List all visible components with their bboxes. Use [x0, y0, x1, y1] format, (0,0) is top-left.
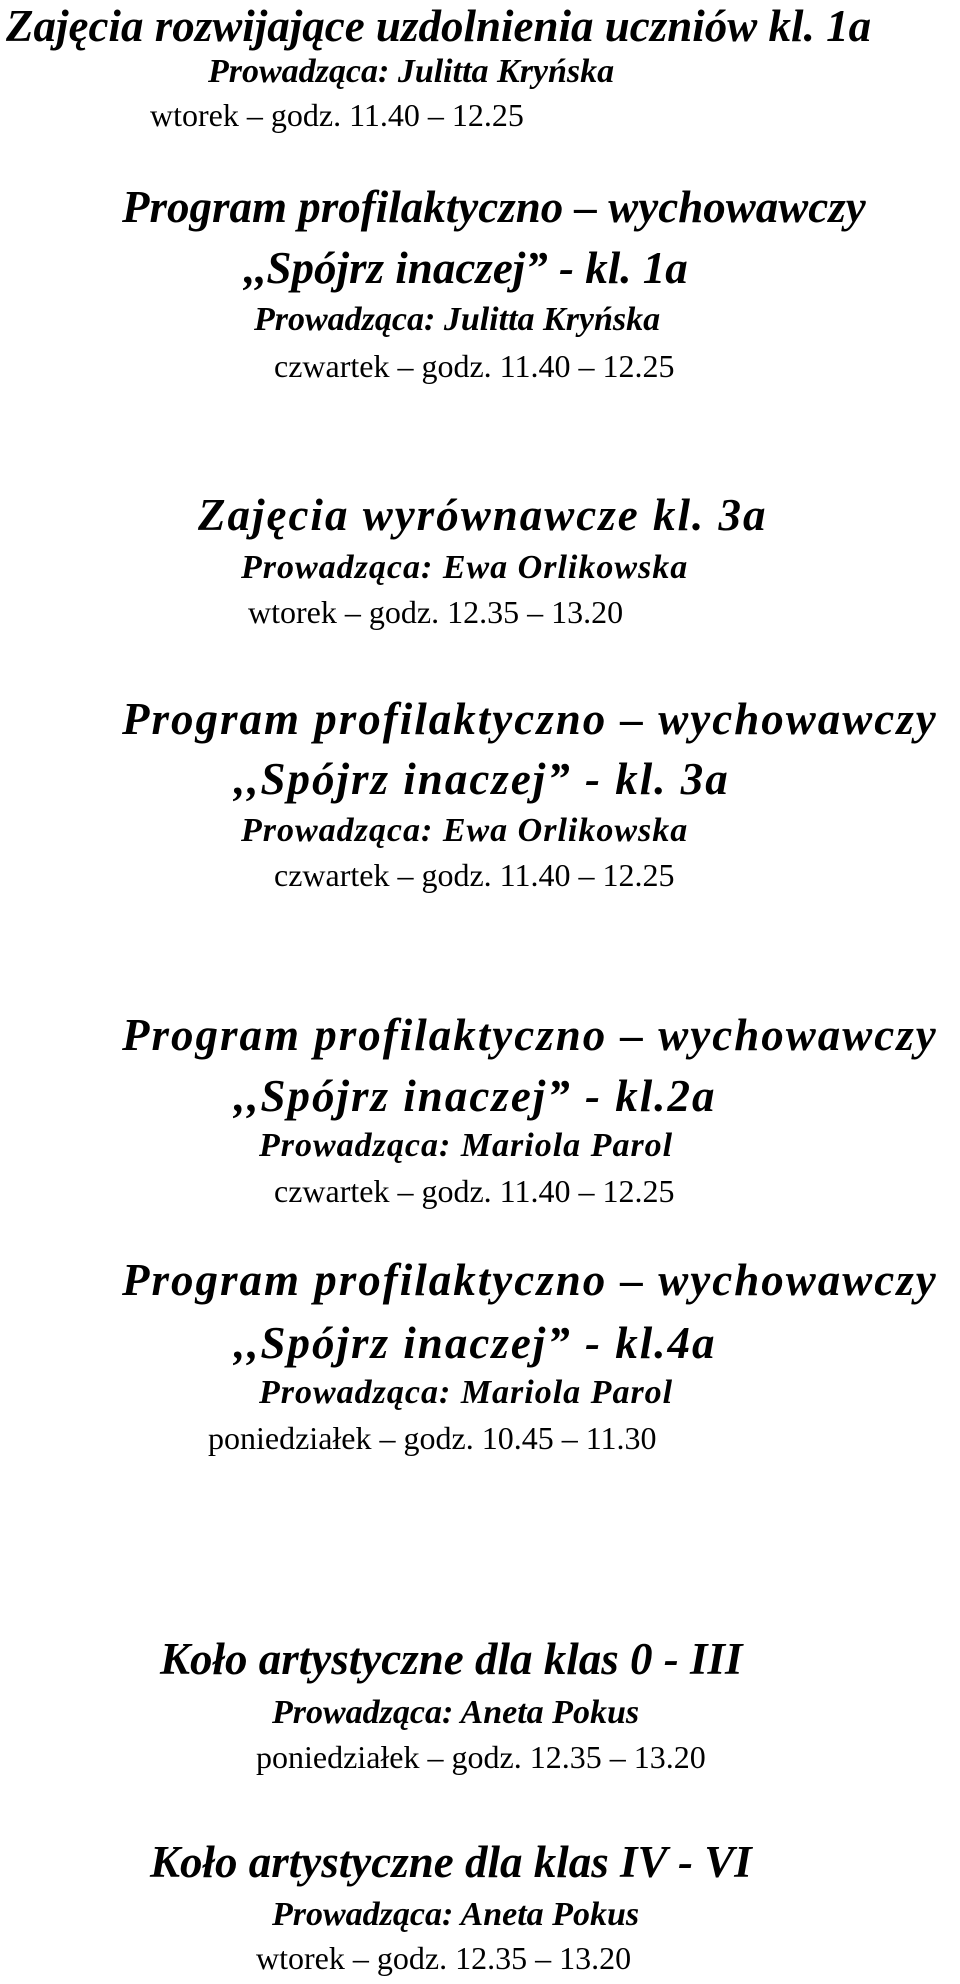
block-6-subtitle: ,,Spójrz inaczej” - kl.4a — [234, 1318, 717, 1368]
block-3-teacher: Prowadząca: Ewa Orlikowska — [241, 549, 689, 586]
block-2-title: Program profilaktyczno – wychowawczy — [122, 182, 866, 232]
block-4-teacher: Prowadząca: Ewa Orlikowska — [241, 812, 689, 849]
block-6-title: Program profilaktyczno – wychowawczy — [122, 1255, 938, 1305]
block-8-title: Koło artystyczne dla klas IV - VI — [150, 1837, 752, 1887]
block-2-subtitle: ,,Spójrz inaczej” - kl. 1a — [244, 243, 688, 293]
block-7-title: Koło artystyczne dla klas 0 - III — [160, 1634, 743, 1684]
block-1-teacher: Prowadząca: Julitta Kryńska — [208, 53, 615, 90]
block-5-teacher: Prowadząca: Mariola Parol — [259, 1127, 674, 1164]
block-7-teacher: Prowadząca: Aneta Pokus — [272, 1694, 640, 1731]
block-6-teacher: Prowadząca: Mariola Parol — [259, 1374, 674, 1411]
block-8-schedule: wtorek – godz. 12.35 – 13.20 — [256, 1940, 632, 1976]
block-1-title: Zajęcia rozwijające uzdolnienia uczniów kl. 1a — [6, 1, 872, 51]
block-5-schedule: czwartek – godz. 11.40 – 12.25 — [274, 1173, 675, 1209]
block-3-title: Zajęcia wyrównawcze kl. 3a — [198, 490, 768, 540]
block-8-teacher: Prowadząca: Aneta Pokus — [272, 1896, 640, 1933]
block-4-subtitle: ,,Spójrz inaczej” - kl. 3a — [234, 754, 730, 804]
block-6-schedule: poniedziałek – godz. 10.45 – 11.30 — [208, 1420, 657, 1456]
block-5-subtitle: ,,Spójrz inaczej” - kl.2a — [234, 1071, 717, 1121]
block-3-schedule: wtorek – godz. 12.35 – 13.20 — [248, 594, 624, 630]
block-4-schedule: czwartek – godz. 11.40 – 12.25 — [274, 857, 675, 893]
block-4-title: Program profilaktyczno – wychowawczy — [122, 694, 938, 744]
block-1-schedule: wtorek – godz. 11.40 – 12.25 — [150, 97, 524, 133]
block-2-teacher: Prowadząca: Julitta Kryńska — [254, 301, 661, 338]
block-5-title: Program profilaktyczno – wychowawczy — [122, 1010, 938, 1060]
block-2-schedule: czwartek – godz. 11.40 – 12.25 — [274, 348, 675, 384]
block-7-schedule: poniedziałek – godz. 12.35 – 13.20 — [256, 1739, 706, 1775]
